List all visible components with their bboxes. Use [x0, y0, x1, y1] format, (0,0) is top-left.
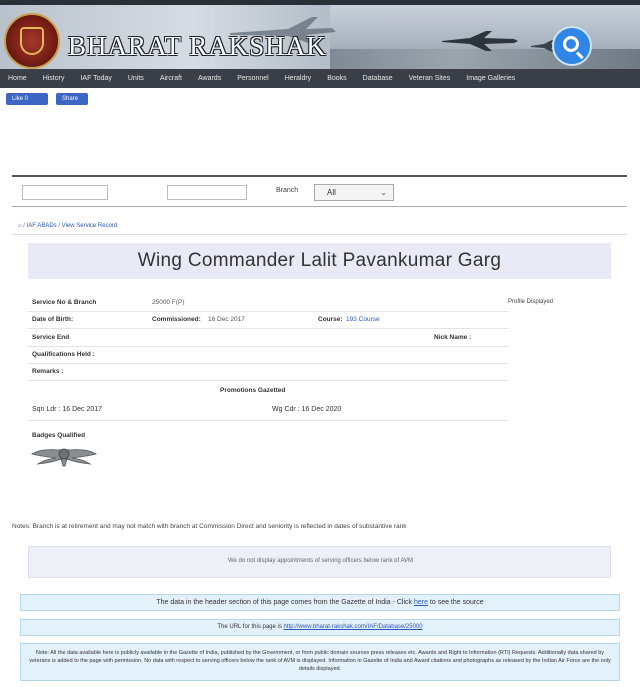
fighter-jet-icon	[440, 29, 520, 53]
promotion-item: Wg Cdr : 16 Dec 2020	[272, 406, 342, 413]
breadcrumb-home[interactable]: ⌂	[18, 223, 22, 229]
nick-name-label: Nick Name :	[434, 334, 472, 341]
nav-personnel[interactable]: Personnel	[237, 75, 269, 82]
serving-officers-notice-text: We do not display appointments of serving officers below rank of AVM	[227, 558, 414, 564]
nav-awards[interactable]: Awards	[197, 75, 222, 82]
service-no-label: Service No & Branch	[32, 299, 97, 306]
qualifications-label: Qualifications Held :	[32, 351, 95, 358]
nav-veteran-sites[interactable]: Veteran Sites	[408, 75, 451, 82]
nav-iaf-today[interactable]: IAF Today	[80, 75, 112, 82]
branch-select-value: All	[327, 188, 336, 197]
commissioned-label: Commissioned:	[152, 316, 201, 323]
badges-label: Badges Qualified	[32, 432, 86, 439]
dob-row	[28, 312, 508, 329]
notes-text: Notes: Branch is at retirement and may not match with branch at Commission Direct and seniority is reflected in dates of substantive rank	[12, 523, 407, 530]
nav-aircraft[interactable]: Aircraft	[159, 75, 182, 82]
service-no-search-input[interactable]	[167, 185, 247, 200]
breadcrumb: ⌂ / IAF ABADs / View Service Record	[18, 223, 118, 229]
service-end-label: Service End	[32, 334, 70, 341]
service-no-value: 25000 F(P)	[152, 299, 185, 306]
site-banner	[0, 5, 640, 69]
pilot-wings-badge-icon	[30, 444, 98, 470]
dob-label: Date of Birth:	[32, 316, 74, 323]
page-url-bar: The URL for this page is http://www.bharat-rakshak.com/IAF/Database/25000	[20, 619, 620, 636]
search-icon	[563, 36, 579, 52]
name-search-input[interactable]	[22, 185, 108, 200]
commissioned-value: 16 Dec 2017	[208, 316, 245, 323]
profile-note: Profile Displayed	[508, 299, 554, 305]
qualifications-row	[28, 347, 508, 364]
officer-title-box	[28, 243, 611, 279]
promotions-heading: Promotions Gazetted	[220, 387, 286, 394]
branch-select[interactable]	[314, 184, 394, 201]
nav-history[interactable]: History	[42, 75, 65, 82]
site-logo-text[interactable]: BHARAT RAKSHAK	[68, 31, 327, 61]
share-button[interactable]: Share	[56, 93, 88, 105]
page-title: Wing Commander Lalit Pavankumar Garg	[137, 250, 502, 271]
course-label: Course:	[318, 316, 343, 323]
remarks-label: Remarks :	[32, 368, 64, 375]
chevron-down-icon: ⌄	[380, 188, 387, 197]
disclaimer-box: Note: All the data available here is publicly available in the Gazette of India, published by the Government, or from public domain sources press releases etc. Awards and Right to Information (RTI) Requests. Additionally data shared by veterans is added to the page with permission. No data with respect to serving officers below the rank of AVM is displayed. Information in Gazette of India and Award citations and photographs as released by the Indian Air Force are the only details displayed.	[20, 643, 620, 681]
service-no-row	[28, 295, 508, 312]
nav-books[interactable]: Books	[327, 75, 347, 82]
gazette-source-link[interactable]: here	[413, 599, 428, 606]
divider	[28, 420, 508, 421]
nav-home[interactable]: Home	[8, 75, 27, 82]
nav-image-galleries[interactable]: Image Galleries	[466, 75, 516, 82]
search-button[interactable]	[552, 26, 592, 66]
service-end-row	[28, 330, 508, 347]
divider	[12, 234, 627, 235]
serving-officers-notice	[28, 546, 611, 578]
remarks-row	[28, 364, 508, 381]
like-button[interactable]: Like 0	[6, 93, 48, 105]
gazette-source-bar: The data in the header section of this page comes from the Gazette of India - Click here to see the source	[20, 594, 620, 611]
nav-database[interactable]: Database	[362, 75, 393, 82]
course-link[interactable]: 193 Course	[346, 316, 380, 323]
branch-label: Branch	[276, 187, 299, 194]
search-filter-bar	[12, 175, 627, 207]
promotion-item: Sqn Ldr : 16 Dec 2017	[32, 406, 103, 413]
air-force-crest-icon[interactable]	[4, 13, 60, 69]
nav-heraldry[interactable]: Heraldry	[284, 75, 312, 82]
breadcrumb-abads[interactable]: IAF ABADs	[26, 223, 57, 229]
main-nav	[0, 69, 640, 88]
page-url-link[interactable]: http://www.bharat-rakshak.com/IAF/Database/25000	[283, 624, 423, 630]
breadcrumb-current[interactable]: View Service Record	[61, 223, 118, 229]
nav-units[interactable]: Units	[127, 75, 144, 82]
